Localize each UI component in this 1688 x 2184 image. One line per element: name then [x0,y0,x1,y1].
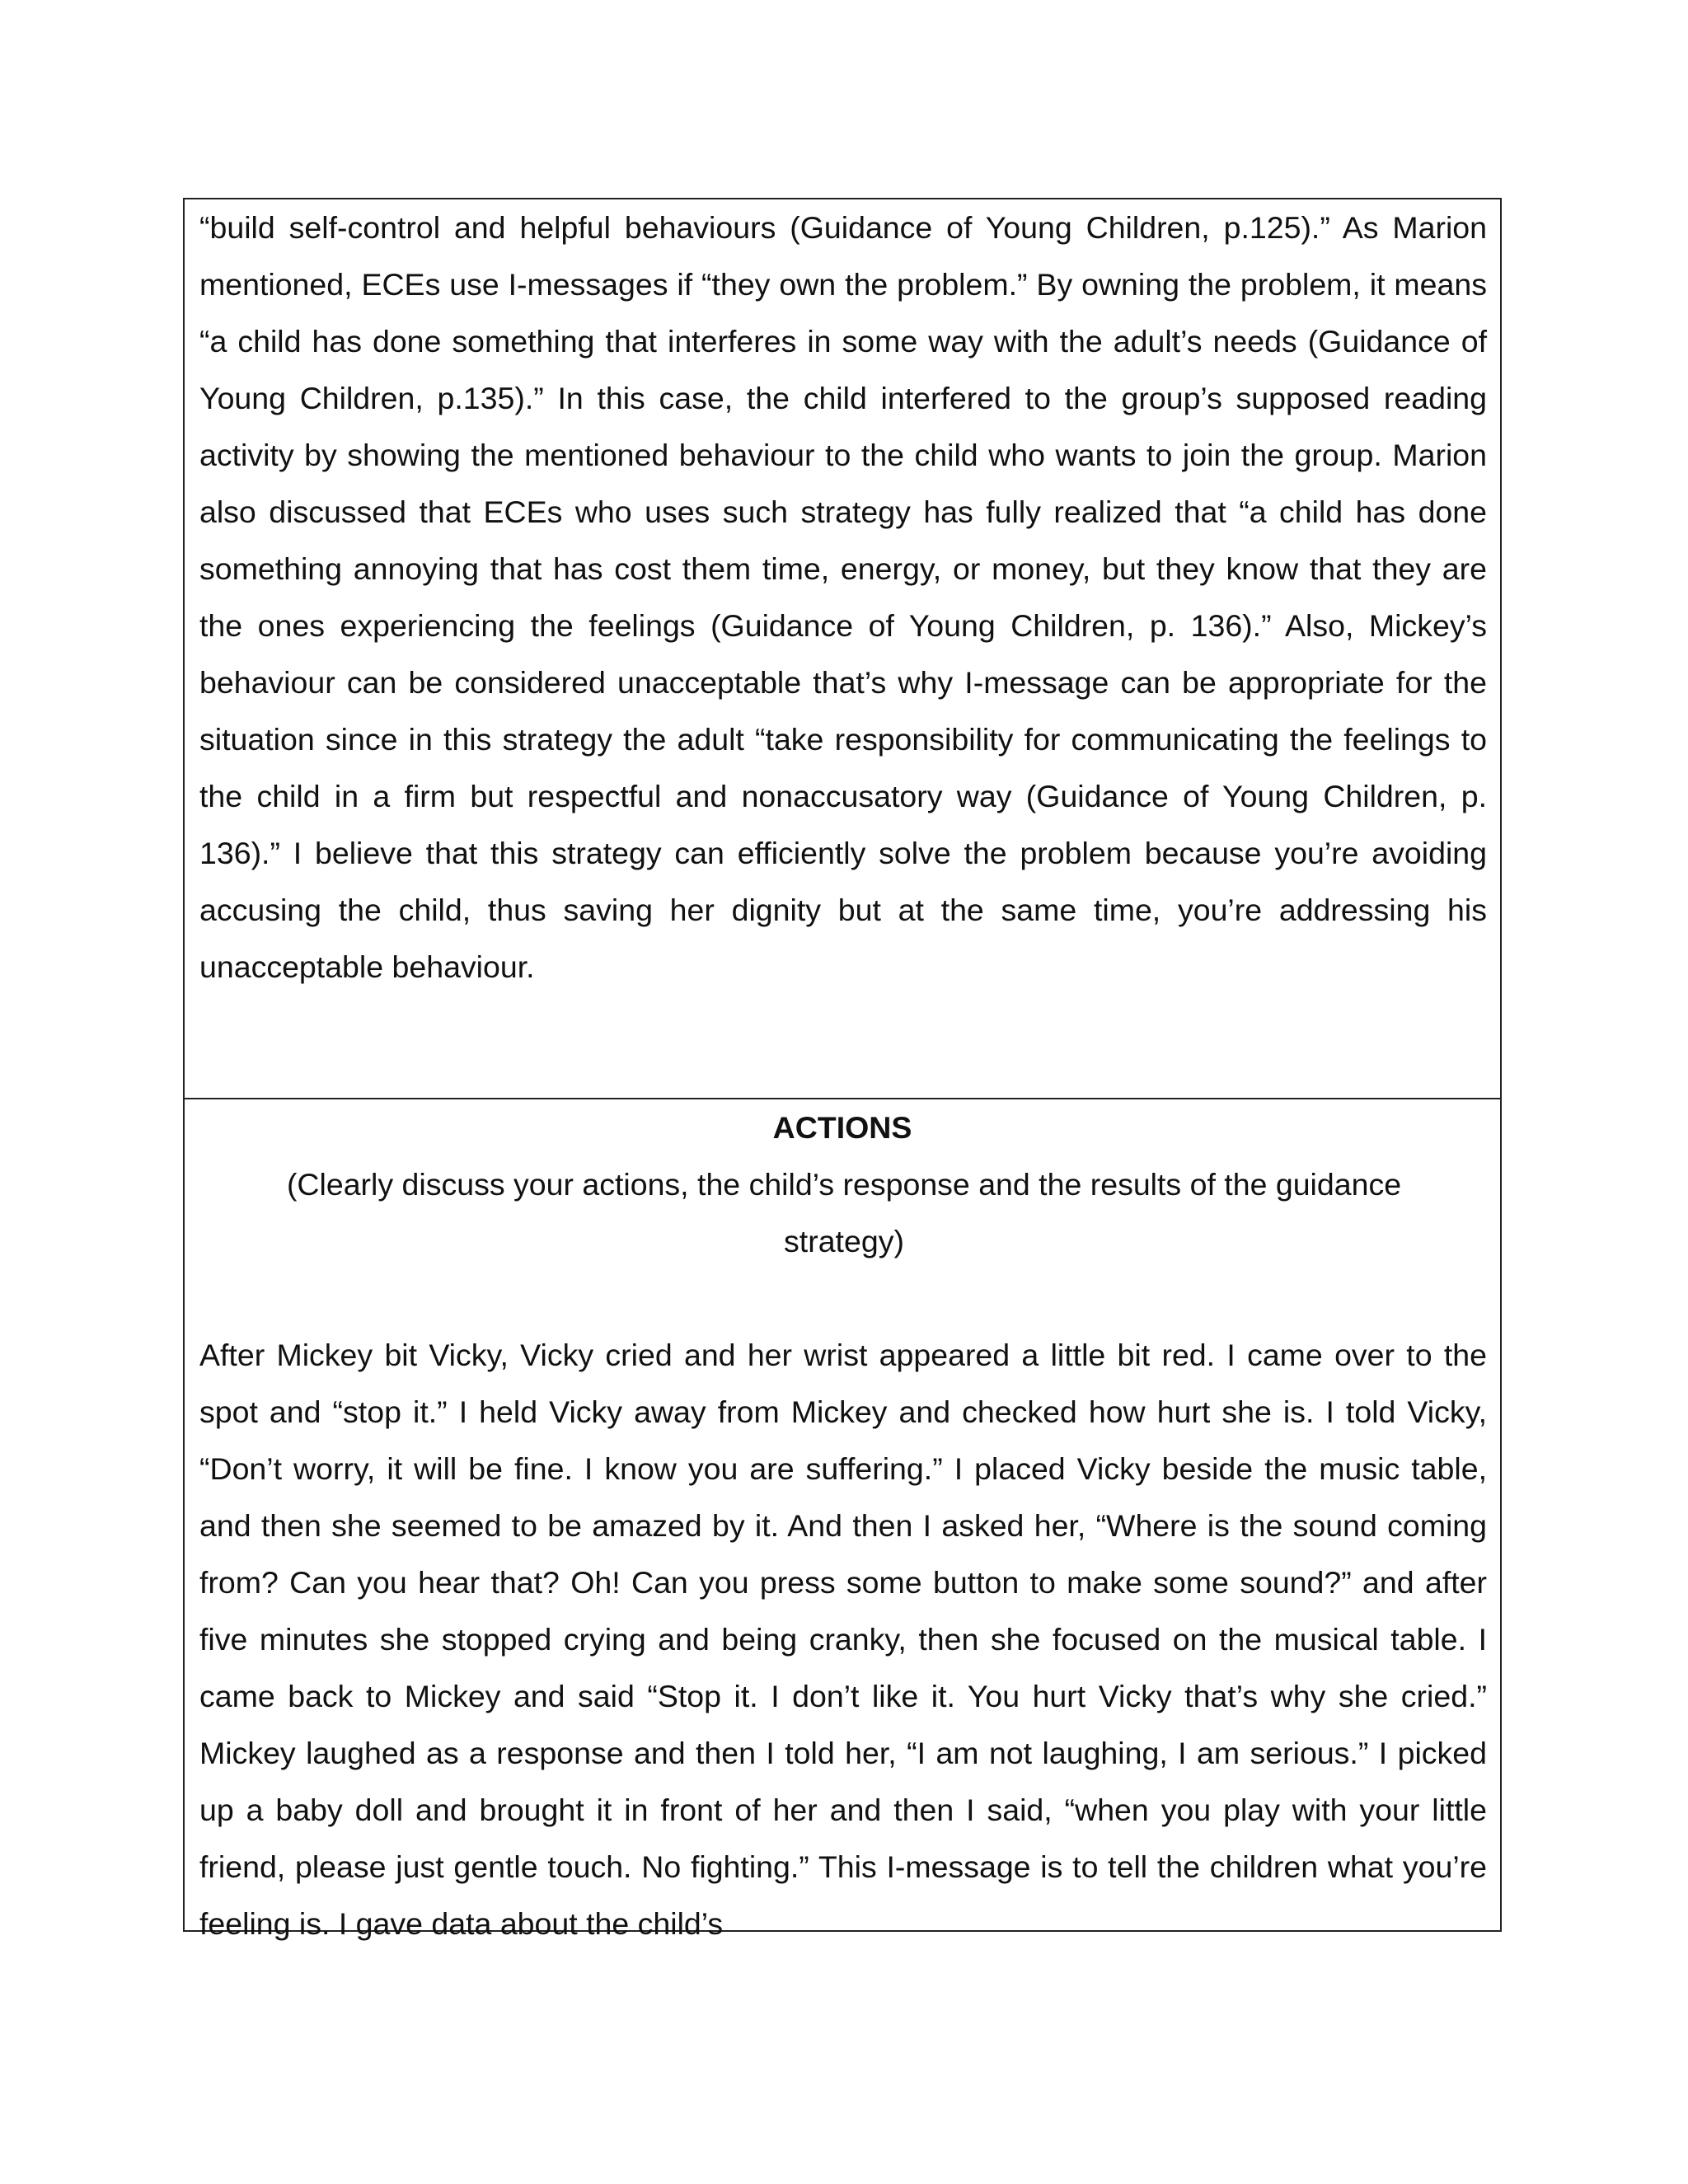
actions-paragraph: After Mickey bit Vicky, Vicky cried and her wrist appeared a little bit red. I came over to the spot and “stop it.” I held Vicky away from Mickey and checked how hurt she is. I told Vicky, “Don’t worry, it will be fine. I know you are suffering.” I placed Vicky beside the music table, and then she seemed to be amazed by it. And then I asked her, “Where is the sound coming from? Can you hear that? Oh! Can you press some button to make some sound?” and after five minutes she stopped crying and being cranky, then she focused on the musical table. I came back to Mickey and said “Stop it. I don’t like it. You hurt Vicky that’s why she cried.” Mickey laughed as a response and then I told her, “I am not laughing, I am serious.” I picked up a baby doll and brought it in front of her and then I said, “when you play with your little friend, please just gentle touch. No fighting.” This I-message is to tell the children what you’re feeling is. I gave data about the child’s [199,1338,1487,1941]
reflection-paragraph: “build self-control and helpful behaviours (Guidance of Young Children, p.125).” As Marion mentioned, ECEs use I-messages if “they own the problem.” By owning the problem, it means “a child has done something that interferes in some way with the adult’s needs (Guidance of Young Children, p.135).” In this case, the child interfered to the group’s supposed reading activity by showing the mentioned behaviour to the child who wants to join the group. Marion also discussed that ECEs who uses such strategy has fully realized that “a child has done something annoying that has cost them time, energy, or money, but they know that they are the ones experiencing the feelings (Guidance of Young Children, p. 136).” Also, Mickey’s behaviour can be considered unacceptable that’s why I-message can be appropriate for the situation since in this strategy the adult “take responsibility for communicating the feelings to the child in a firm but respectful and nonaccusatory way (Guidance of Young Children, p. 136).” I believe that this strategy can efficiently solve the problem because you’re avoiding accusing the child, thus saving her dignity but at the same time, you’re addressing his unacceptable behaviour. [199,210,1487,984]
actions-heading: ACTIONS [772,1110,912,1145]
actions-cell [185,1099,1500,1941]
reflection-cell [185,199,1500,1099]
actions-instruction: (Clearly discuss your actions, the child’s response and the results of the guidance strategy) [286,1167,1402,1258]
document-table [183,198,1502,1941]
